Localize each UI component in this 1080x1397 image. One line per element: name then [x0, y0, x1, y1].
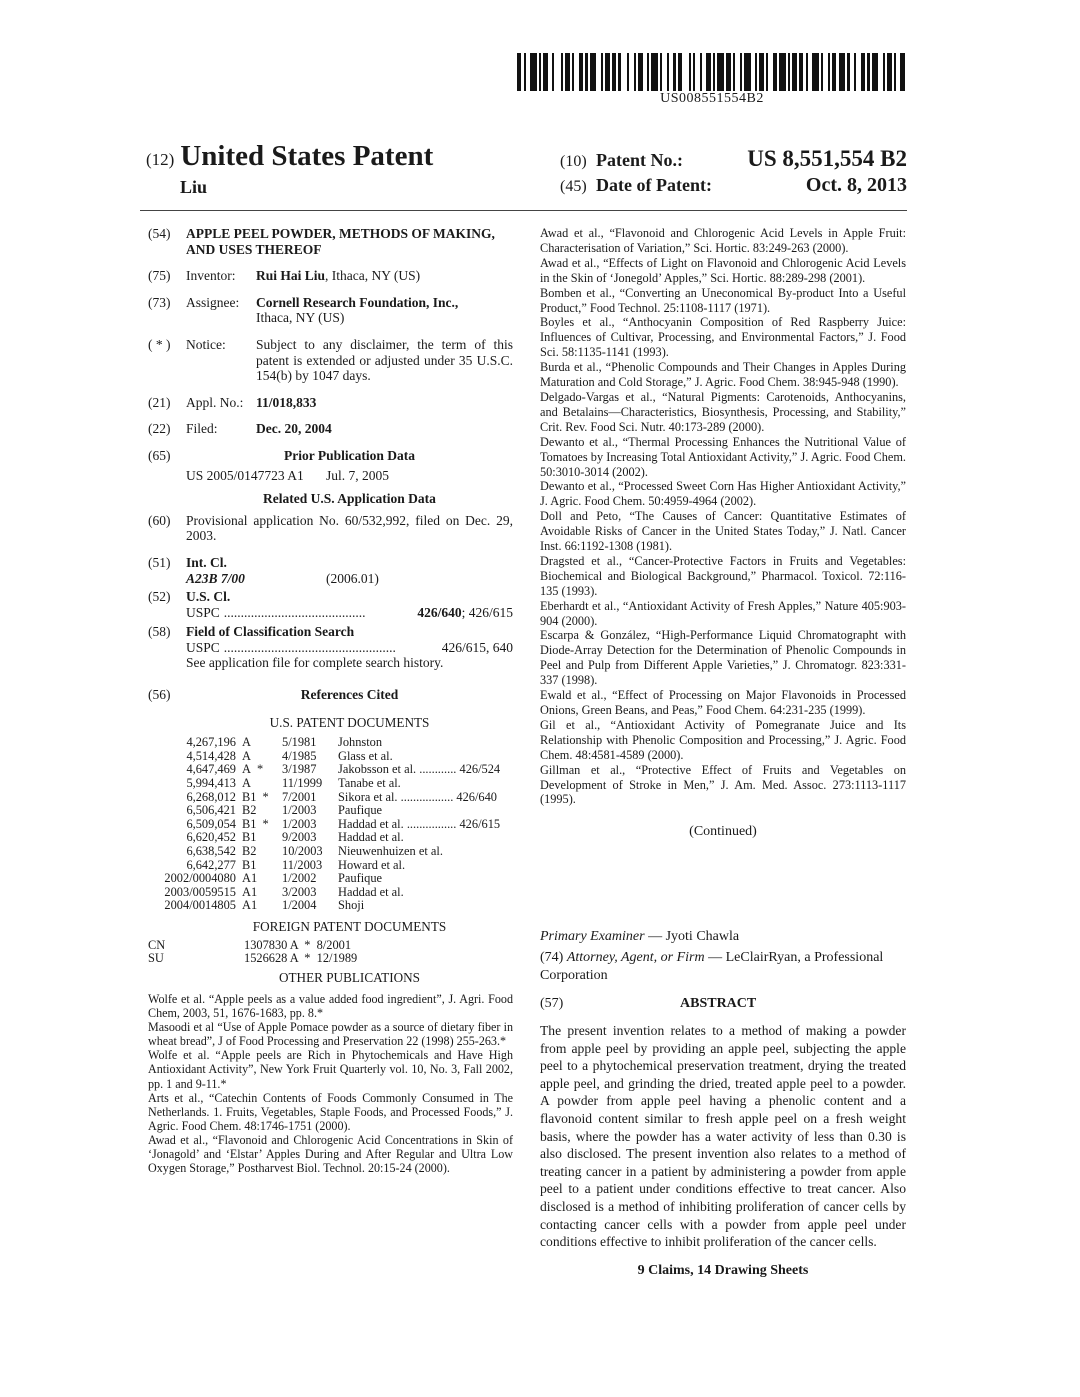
patent-number-cell: 6,638,542 [186, 844, 236, 858]
patent-number-cell: 6,620,452 [186, 830, 236, 845]
uspc-leader: .......................................... [223, 604, 366, 620]
kind-code: A1 [242, 884, 258, 899]
leader-dots: ............ [416, 762, 460, 777]
us-patent-row [148, 886, 513, 900]
patent-inventor-cell [338, 750, 513, 764]
examiner-name: — Jyoti Chawla [644, 929, 740, 944]
abstract-block [540, 996, 906, 1279]
reference-entry: Boyles et al., “Anthocyanin Composition of Red Raspberry Juice: Influences of Cultivar, Processing, and Environmental Factors,” J. Food Sci. 58:1135-1141 (1993). [540, 315, 906, 360]
attorney-name: — LeClairRyan, a Professional Corporation [540, 950, 884, 983]
prior-pub-date: Jul. 7, 2005 [326, 467, 390, 483]
field-us-cl [148, 589, 513, 605]
kind-code: A [242, 762, 251, 777]
foreign-patent-row [148, 939, 513, 952]
barcode-bar [872, 53, 879, 91]
barcode-bar [530, 53, 537, 91]
us-patent-row [148, 750, 513, 764]
patent-title: APPLE PEEL POWDER, METHODS OF MAKING, AND USES THEREOF [186, 226, 495, 257]
patent-inventor-cell [338, 818, 513, 832]
patent-inventor-cell [338, 845, 513, 859]
code-22: (22) [148, 421, 171, 437]
references-continued-list [540, 226, 906, 807]
patent-kind-cell [242, 804, 282, 818]
patent-inventor-cell [338, 859, 513, 873]
us-patents-heading: U.S. PATENT DOCUMENTS [269, 714, 430, 730]
patent-kind-cell [242, 750, 282, 764]
kind-code: A [242, 776, 251, 791]
country-code: CN [148, 937, 166, 952]
int-cl-label: Int. Cl. [186, 554, 227, 570]
inventor-name: Haddad et al. [338, 830, 404, 845]
header-divider [140, 210, 907, 211]
uspc-secondary: ; 426/615 [461, 604, 513, 620]
kind-code: B2 [242, 844, 257, 858]
field-inventor [148, 268, 513, 284]
us-patent-row [148, 763, 513, 777]
patent-inventor-cell [338, 872, 513, 886]
provisional-text: Provisional application No. 60/532,992, filed on Dec. 29, 2003. [186, 512, 513, 544]
kind-code: A1 [242, 871, 258, 886]
search-values: 426/615, 640 [441, 639, 513, 655]
inventor-name: Howard et al. [338, 857, 406, 872]
filed-date: Dec. 20, 2004 [256, 421, 332, 437]
kind-code: B1 [242, 816, 257, 831]
publication-entry: Wolfe et al. “Apple peels are Rich in Phytochemicals and Have High Antioxidant Activity”, New York Fruit Quarterly vol. 10, No. 3, Fall 2002, pp. 1 and 9-11.* [148, 1048, 513, 1091]
kind-code: B1 [242, 789, 257, 804]
uspc-main: 426/640 [417, 604, 462, 620]
left-column [148, 226, 513, 1175]
inventor-surname: Liu [180, 177, 208, 197]
date-of-patent: Oct. 8, 2013 [805, 174, 907, 196]
inventor-label: Inventor: [186, 268, 236, 284]
patent-inventor-cell [338, 886, 513, 900]
patent-date-cell: 1/2003 [282, 803, 317, 818]
publication-entry: Arts et al., “Catechin Contents of Foods Commonly Consumed in The Netherlands. 1. Fruits, Vegetables, Staple Foods, and Processed Foods,” J. Agric. Food Chem. 48:1746-1751 (2000). [148, 1090, 513, 1133]
code-65: (65) [148, 447, 171, 463]
patent-inventor-cell [338, 777, 513, 791]
code-75: (75) [148, 268, 171, 284]
abstract-code: (57) [540, 996, 564, 1011]
attorney-code: (74) [540, 950, 564, 965]
reference-entry: Delgado-Vargas et al., “Natural Pigments: Carotenoids, Anthocyanins, and Betalains—Characteristics, Biosynthesis, Processing, and Stability,” Crit. Rev. Food Sci. Nutr. 40:173-289 (2000). [540, 389, 906, 434]
patent-kind-cell [242, 831, 282, 845]
reference-entry: Ewald et al., “Effect of Processing on Major Flavonoids in Processed Onions, Green Beans, and Peas,” Food Chem. 64:231-235 (1999). [540, 688, 906, 717]
foreign-patent-number: 1526628 A * 12/1989 [244, 950, 358, 965]
field-provisional [148, 513, 513, 544]
inventor-name: Shoji [338, 898, 365, 913]
patent-date-cell: 4/1985 [282, 748, 317, 763]
barcode-bar [905, 53, 907, 91]
int-cl-code: A23B 7/00 [186, 570, 245, 586]
field-appl-no [148, 395, 513, 411]
patent-kind-cell [242, 763, 282, 777]
related-heading: Related U.S. Application Data [263, 491, 436, 507]
inventor-name: Rui Hai Liu [256, 268, 326, 284]
code-12: (12) [146, 150, 175, 169]
code-58: (58) [148, 624, 171, 640]
patent-inventor-cell [338, 804, 513, 818]
publication-entry: Masoodi et al “Use of Apple Pomace powder as a source of dietary fiber in wheat bread”, J of Food Processing and Preservation 22 (1998) 255-263.* [148, 1020, 513, 1049]
publication-entry: Awad et al., “Flavonoid and Chlorogenic Acid Concentrations in Skin of ‘Jonagold’ and ‘Elstar’ Apples During and After Regular and Ultra Low Oxygen Storage,” Postharvest Biol. Technol. 20:15-24 (2000). [148, 1132, 513, 1176]
inventor-name: Nieuwenhuizen et al. [338, 844, 443, 858]
country-code: SU [148, 950, 164, 965]
patent-inventor-cell [338, 791, 513, 805]
inventor-name: Paufique [338, 803, 383, 818]
search-note: See application file for complete search history. [186, 655, 444, 671]
other-pubs-heading: OTHER PUBLICATIONS [278, 970, 421, 986]
inventor-name: Johnston [338, 735, 383, 750]
patent-number-cell: 2004/0014805 [164, 898, 236, 913]
class-code: 426/640 [456, 789, 498, 804]
patent-date-cell: 5/1981 [282, 735, 317, 750]
reference-entry: Awad et al., “Effects of Light on Flavonoid and Chlorogenic Acid Levels in the Skin of ‘Jonegold’ Apples,” Sci. Hortic. 88:289-298 (2001). [540, 255, 906, 285]
class-code: 426/524 [459, 762, 501, 777]
search-uspc-row [186, 640, 513, 656]
reference-entry: Gillman et al., “Protective Effect of Fruits and Vegetables on Development of Stroke in Men,” J. Am. Med. Assoc. 273:1113-1117 (1995). [540, 762, 906, 807]
barcode-bar [839, 53, 846, 91]
us-patent-row [148, 845, 513, 859]
patent-inventor-cell [338, 736, 513, 750]
foreign-patent-number: 1307830 A * 8/2001 [244, 937, 352, 952]
patent-date-cell: 1/2004 [282, 898, 317, 913]
patent-number: US 8,551,554 B2 [747, 146, 907, 171]
notice-label: Notice: [186, 336, 226, 352]
code-45: (45) [560, 178, 587, 195]
patent-kind-cell [242, 818, 282, 832]
references-heading: References Cited [300, 687, 399, 703]
patent-number-cell: 4,514,428 [186, 748, 236, 763]
barcode-bar [621, 53, 628, 91]
barcode-number: US008551554B2 [660, 91, 764, 106]
code-60: (60) [148, 512, 171, 528]
int-cl-year: (2006.01) [326, 570, 379, 586]
search-uspc-label: USPC [186, 639, 220, 655]
us-patent-row [148, 804, 513, 818]
us-patent-row [148, 818, 513, 832]
reference-entry: Bomben et al., “Converting an Uneconomical By-product Into a Useful Product,” Food Technol. 25:1108-1117 (1971). [540, 285, 906, 315]
patent-number-cell: 4,267,196 [186, 735, 236, 750]
barcode-bar [651, 53, 658, 91]
code-56: (56) [148, 687, 171, 703]
patent-kind-cell [242, 872, 282, 886]
date-label: Date of Patent: [596, 175, 712, 195]
uspc-label: USPC [186, 604, 220, 620]
patent-kind-cell [242, 845, 282, 859]
barcode-bar [779, 53, 786, 91]
barcode-bar [590, 53, 597, 91]
patent-number-cell: 2003/0059515 [164, 884, 236, 899]
patent-inventor-cell [338, 763, 513, 777]
inventor-name: Haddad et al. [338, 884, 404, 899]
foreign-patent-row [148, 952, 513, 965]
barcode-bar [812, 53, 819, 91]
notice-code: ( * ) [148, 336, 171, 352]
barcode [517, 53, 907, 91]
uspc-row [186, 605, 513, 621]
claims-summary: 9 Claims, 14 Drawing Sheets [637, 1262, 809, 1278]
patent-number-cell: 2002/0004080 [164, 871, 236, 886]
patent-date-cell: 10/2003 [282, 844, 323, 858]
kind-code: A1 [242, 898, 258, 913]
patent-date-cell: 1/2002 [282, 871, 317, 886]
us-patent-row [148, 736, 513, 750]
patent-number-cell: 6,509,054 [186, 816, 236, 831]
kind-code: B2 [242, 803, 257, 818]
patent-kind: United States Patent [180, 140, 434, 172]
inventor-name: Jakobsson et al. [338, 762, 417, 777]
cited-by-examiner-mark: * [262, 789, 269, 804]
inventor-name: Haddad et al. [338, 816, 404, 831]
notice-text: Subject to any disclaimer, the term of this patent is extended or adjusted under 35 U.S.C. 154(b) by 1047 days. [256, 336, 513, 384]
publication-entry: Wolfe et al. “Apple peels as a value added food ingredient”, J. Agri. Food Chem, 2003, 51, 1676-1683, pp. 8.* [148, 991, 513, 1021]
code-73: (73) [148, 294, 171, 310]
kind-code: A [242, 748, 251, 763]
foreign-patents-list [148, 939, 513, 966]
cited-by-examiner-mark: * [256, 762, 264, 777]
patent-date-cell: 9/2003 [282, 830, 317, 845]
patent-header-left [146, 140, 526, 198]
us-patents-list [148, 736, 513, 913]
inventor-name: Paufique [338, 871, 383, 886]
reference-entry: Awad et al., “Flavonoid and Chlorogenic Acid Levels in Apple Fruit: Characterisation of Variation,” Sci. Hortic. 83:249-263 (2000). [540, 226, 906, 255]
field-references [148, 687, 513, 703]
reference-entry: Dewanto et al., “Thermal Processing Enhances the Nutritional Value of Tomatoes by Increasing Total Antioxidant Activity,” J. Agric. Food Chem. 50:3010-3014 (2002). [540, 434, 906, 479]
reference-entry: Burda et al., “Phenolic Compounds and Their Changes in Apples During Maturation and Cold Storage,” J. Agric. Food Chem. 38:945-948 (1990). [540, 360, 906, 390]
attorney-label: Attorney, Agent, or Firm [566, 950, 705, 965]
examiner-label: Primary Examiner [540, 929, 645, 944]
patent-date-cell: 11/2003 [282, 857, 323, 872]
reference-entry: Doll and Peto, “The Causes of Cancer: Quantitative Estimates of Avoidable Risks of Cancer in the United States Today,” J. Natl. Cancer Inst. 66:1192-1308 (1981). [540, 509, 906, 554]
prior-pub-number: US 2005/0147723 A1 [186, 467, 304, 483]
patent-date-cell: 11/1999 [282, 776, 323, 791]
appl-number: 11/018,833 [256, 394, 317, 410]
cited-by-examiner-mark: * [262, 816, 269, 831]
field-notice [148, 337, 513, 384]
other-pubs-list [148, 992, 513, 1175]
us-patent-row [148, 777, 513, 791]
patent-kind-cell [242, 736, 282, 750]
us-patent-row [148, 831, 513, 845]
code-21: (21) [148, 394, 171, 410]
appl-label: Appl. No.: [186, 394, 244, 410]
us-patent-row [148, 859, 513, 873]
patent-date-cell: 1/2003 [282, 816, 317, 831]
search-leader: ................................................... [223, 639, 396, 655]
reference-entry: Gil et al., “Antioxidant Activity of Pomegranate Juice and Its Relationship with Phenolic Composition and Processing,” J. Agric. Food Chem. 48:4581-4589 (2000). [540, 717, 906, 762]
barcode-bar [554, 53, 561, 91]
patent-kind-cell [242, 791, 282, 805]
kind-code: B1 [242, 857, 257, 872]
kind-code: B1 [242, 830, 257, 845]
int-cl-row [186, 571, 513, 587]
barcode-bar [744, 53, 751, 91]
filed-label: Filed: [186, 421, 218, 437]
right-column [540, 226, 906, 840]
patent-no-label: Patent No.: [596, 150, 683, 170]
patent-date-cell: 3/2003 [282, 884, 317, 899]
us-cl-label: U.S. Cl. [186, 589, 231, 605]
inventor-name: Tanabe et al. [338, 776, 401, 791]
patent-number-cell: 4,647,469 [186, 762, 236, 777]
assignee-label: Assignee: [186, 294, 240, 310]
abstract-heading: ABSTRACT [680, 996, 757, 1011]
prior-pub-row [186, 468, 513, 484]
patent-kind-cell [242, 886, 282, 900]
patent-date-cell: 3/1987 [282, 762, 317, 777]
inventor-name: Glass et al. [338, 748, 393, 763]
code-54: (54) [148, 226, 171, 241]
inventor-location: , Ithaca, NY (US) [325, 268, 421, 284]
barcode-bar [717, 53, 724, 91]
us-patent-row [148, 899, 513, 913]
field-title [148, 226, 513, 257]
field-search-label: Field of Classification Search [186, 624, 355, 640]
patent-header-right [560, 146, 907, 197]
class-code: 426/615 [459, 816, 501, 831]
patent-kind-cell [242, 777, 282, 791]
patent-inventor-cell [338, 831, 513, 845]
code-51: (51) [148, 554, 171, 570]
prior-pub-heading: Prior Publication Data [284, 447, 415, 463]
patent-kind-cell [242, 859, 282, 873]
kind-code: A [242, 735, 251, 750]
reference-entry: Eberhardt et al., “Antioxidant Activity of Fresh Apples,” Nature 405:903-904 (2000). [540, 598, 906, 628]
reference-entry: Dewanto et al., “Processed Sweet Corn Has Higher Antioxidant Activity,” J. Agric. Food Chem. 50:4959-4964 (2002). [540, 479, 906, 509]
patent-number-cell: 5,994,413 [186, 776, 236, 791]
field-int-cl [148, 555, 513, 571]
field-assignee [148, 295, 513, 326]
leader-dots: ................. [397, 789, 457, 804]
us-patent-row [148, 791, 513, 805]
code-10: (10) [560, 153, 587, 170]
field-filed [148, 421, 513, 437]
assignee-name: Cornell Research Foundation, Inc., [256, 294, 459, 310]
inventor-name: Sikora et al. [338, 789, 398, 804]
patent-number-cell: 6,642,277 [186, 857, 236, 872]
reference-entry: Escarpa & González, “High-Performance Liquid Chromatographt with Diode-Array Detection for the Determination of Phenolic Compounds in Peel and Pulp from Different Apple Varieties,” J. Chromatogr. 823:331-337 (1998). [540, 628, 906, 688]
patent-inventor-cell [338, 899, 513, 913]
patent-kind-cell [242, 899, 282, 913]
patent-number-cell: 6,506,421 [186, 803, 236, 818]
field-search [148, 624, 513, 640]
abstract-text: The present invention relates to a method of making a powder from apple peel by providing an apple peel, subjecting the apple peel to a phytochemical preservation treatment, drying the treated apple peel, and grinding the dried, treated apple peel to a powder. A powder from apple peel having a phenolic content and a flavonoid content similar to fresh apple peel on a fresh weight basis, where the powder has a water activity of less than 0.30 is also disclosed. The present invention also relates to a method of treating cancer in a patient by administering a powder from apple peel to a patient under conditions effective to treat cancer. Also disclosed is a method of inhibiting proliferation of cancer cells by contacting cancer cells with a powder from apple peel under conditions effective to inhibit proliferation of the cancer cells. [540, 1023, 906, 1250]
reference-entry: Dragsted et al., “Cancer-Protective Factors in Fruits and Vegetables: Biochemical and Biological Background,” Pharmacol. Toxicol. 72:116-135 (1993). [540, 553, 906, 598]
assignee-location: Ithaca, NY (US) [256, 310, 345, 326]
leader-dots: ................ [403, 816, 460, 831]
barcode-bar [682, 53, 689, 91]
patent-number-cell: 6,268,012 [186, 789, 236, 804]
foreign-patents-heading: FOREIGN PATENT DOCUMENTS [252, 918, 447, 934]
field-prior-pub [148, 448, 513, 464]
examiner-block [540, 928, 906, 985]
code-52: (52) [148, 589, 171, 605]
us-patent-row [148, 872, 513, 886]
continued-label: (Continued) [689, 824, 757, 840]
patent-date-cell: 7/2001 [282, 789, 317, 804]
